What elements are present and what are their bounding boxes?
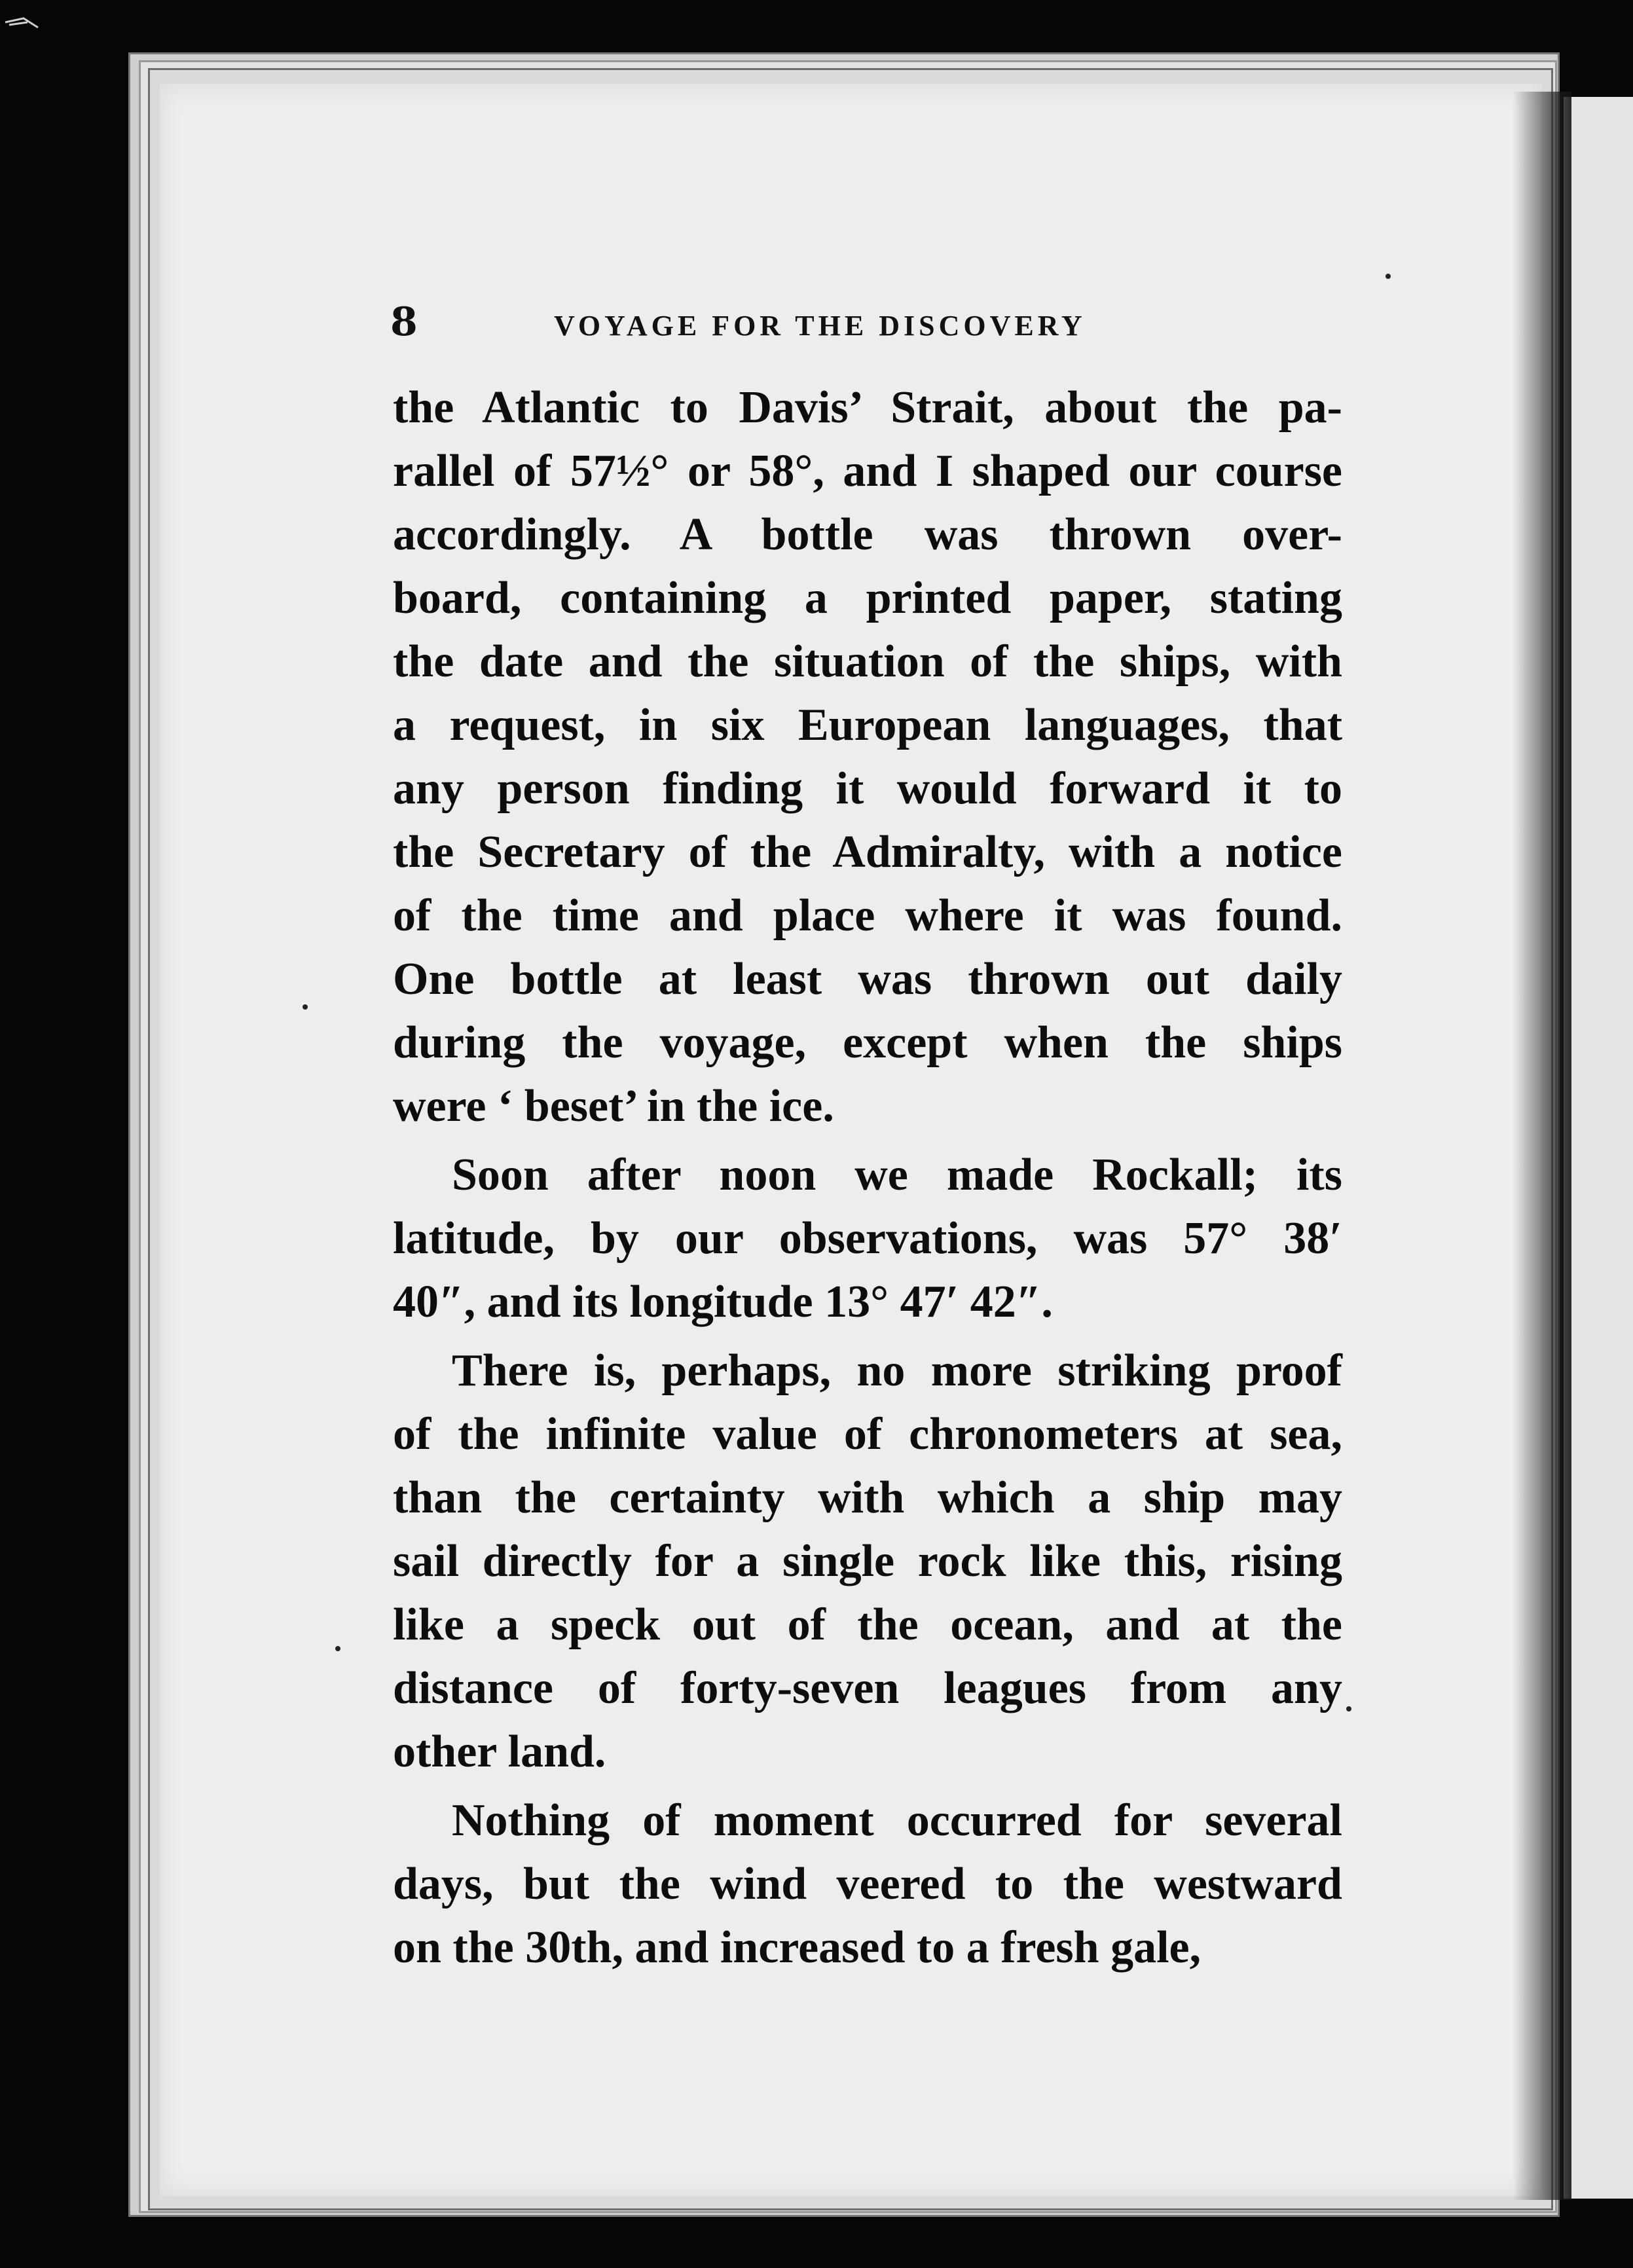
text-line: Soon after noon we made Rockall; its bbox=[452, 1150, 1342, 1200]
print-speck bbox=[1385, 274, 1391, 279]
page-number: 8 bbox=[390, 299, 418, 345]
text-line: other land. bbox=[393, 1727, 606, 1777]
body-text bbox=[393, 376, 1342, 1979]
gutter-shadow bbox=[1513, 92, 1571, 2200]
text-line: the Atlantic to Davis’ Strait, about the pa- bbox=[393, 382, 1342, 433]
text-line: sail directly for a single rock like this, rising bbox=[393, 1536, 1342, 1586]
text-line: rallel of 57½° or 58°, and I shaped our course bbox=[393, 446, 1342, 496]
corner-scratch-icon bbox=[4, 13, 43, 39]
running-head: VOYAGE FOR THE DISCOVERY bbox=[554, 310, 1086, 342]
text-line: any person finding it would forward it to bbox=[393, 763, 1342, 814]
text-line: latitude, by our observations, was 57° 38′ bbox=[393, 1213, 1342, 1264]
text-line: board, containing a printed paper, stating bbox=[393, 573, 1342, 623]
print-speck bbox=[303, 1004, 308, 1010]
text-line: Nothing of moment occurred for several bbox=[452, 1795, 1342, 1846]
text-line: on the 30th, and increased to a fresh gale, bbox=[393, 1922, 1202, 1973]
print-speck bbox=[335, 1646, 340, 1651]
text-line: the Secretary of the Admiralty, with a notice bbox=[393, 827, 1342, 877]
text-line: were ‘ beset’ in the ice. bbox=[393, 1081, 834, 1131]
text-line: 40″, and its longitude 13° 47′ 42″. bbox=[393, 1277, 1053, 1327]
text-line: distance of forty-seven leagues from any bbox=[393, 1663, 1342, 1713]
text-line: a request, in six European languages, that bbox=[393, 700, 1342, 750]
text-line: accordingly. A bottle was thrown over- bbox=[393, 509, 1342, 560]
paragraph bbox=[393, 1143, 1342, 1334]
text-line: like a speck out of the ocean, and at the bbox=[393, 1600, 1342, 1650]
text-line: of the time and place where it was found. bbox=[393, 890, 1342, 941]
paragraph bbox=[393, 376, 1342, 1138]
facing-page bbox=[1564, 97, 1633, 2199]
print-speck bbox=[1346, 1706, 1351, 1711]
text-line: the date and the situation of the ships, with bbox=[393, 636, 1342, 687]
text-line: of the infinite value of chronometers at sea, bbox=[393, 1409, 1342, 1459]
text-line: during the voyage, except when the ships bbox=[393, 1017, 1342, 1068]
text-line: One bottle at least was thrown out daily bbox=[393, 954, 1342, 1004]
text-line: than the certainty with which a ship may bbox=[393, 1472, 1342, 1523]
paragraph bbox=[393, 1789, 1342, 1979]
text-line: days, but the wind veered to the westward bbox=[393, 1859, 1342, 1909]
paragraph bbox=[393, 1339, 1342, 1783]
text-line: There is, perhaps, no more striking proof bbox=[452, 1345, 1342, 1396]
